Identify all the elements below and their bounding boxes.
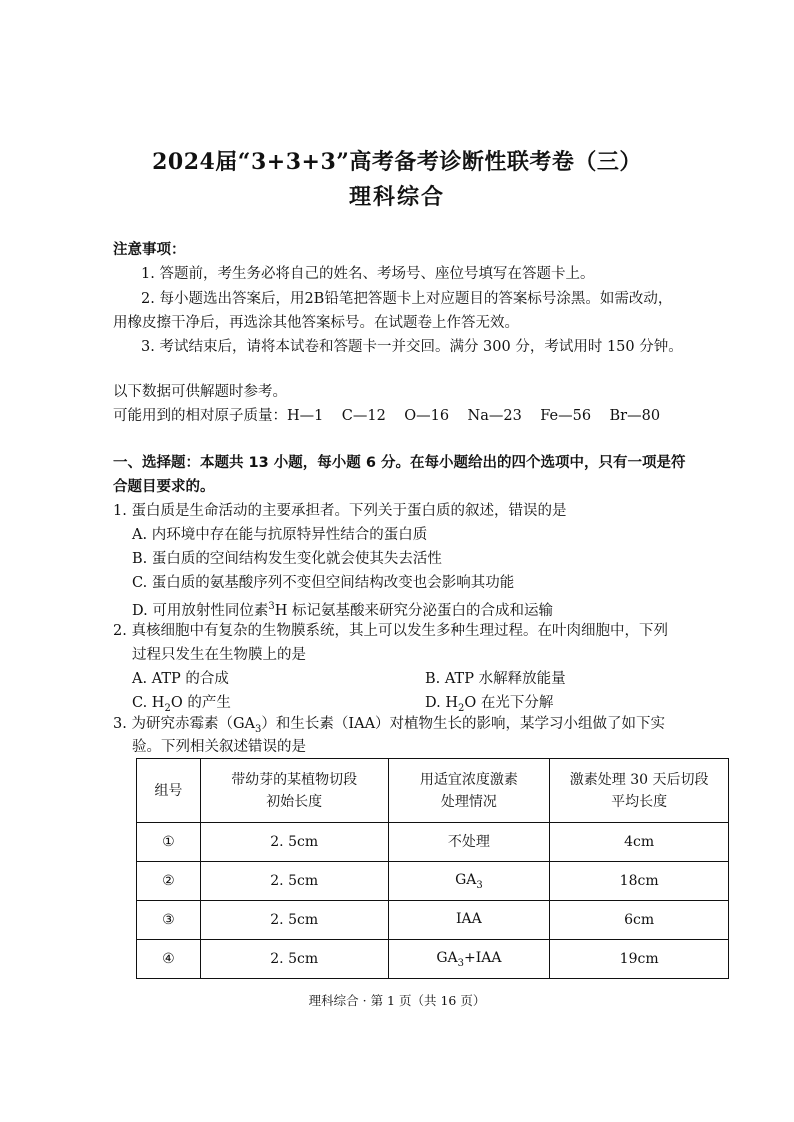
treatment: $GA_3+IAA$ <box>388 940 550 979</box>
question-1-option-b: B. 蛋白质的空间结构发生变化就会使其失去活性 <box>132 551 442 567</box>
average-length: 6cm <box>550 901 729 940</box>
notice-heading: 注意事项： <box>113 242 186 258</box>
table-header-row <box>137 759 729 823</box>
question-2-option-b: B. ATP 水解释放能量 <box>425 671 566 687</box>
header-treatment: 用适宜浓度激素 处理情况 <box>388 759 550 823</box>
notice-item-1: 1. 答题前，考生务必将自己的姓名、考场号、座位号填写在答题卡上。 <box>141 266 595 282</box>
average-length: 18cm <box>550 862 729 901</box>
group-number: ① <box>137 823 201 862</box>
table-row <box>137 862 729 901</box>
question-2-option-c: C. $H_2O$ 的产生 <box>132 695 231 714</box>
reference-line-1: 以下数据可供解题时参考。 <box>113 384 287 400</box>
notice-item-3: 3. 考试结束后，请将本试卷和答题卡一并交回。满分 300 分，考试用时 150 分钟。 <box>141 339 683 355</box>
header-initial-length: 带幼芽的某植物切段 初始长度 <box>200 759 388 823</box>
section-1-heading-line-2: 合题目要求的。 <box>113 479 215 495</box>
question-1-option-d: D. 可用放射性同位素$^3$H 标记氨基酸来研究分泌蛋白的合成和运输 <box>132 601 553 619</box>
initial-length: 2. 5cm <box>200 901 388 940</box>
initial-length: 2. 5cm <box>200 823 388 862</box>
header-group-number: 组号 <box>137 759 201 823</box>
table-row <box>137 823 729 862</box>
table-row <box>137 940 729 979</box>
initial-length: 2. 5cm <box>200 940 388 979</box>
notice-item-2-line-1: 2. 每小题选出答案后，用2B铅笔把答题卡上对应题目的答案标号涂黑。如需改动， <box>141 291 673 307</box>
group-number: ③ <box>137 901 201 940</box>
group-number: ④ <box>137 940 201 979</box>
question-2-option-a: A. ATP 的合成 <box>132 671 229 687</box>
question-2-stem-line-1: 2. 真核细胞中有复杂的生物膜系统，其上可以发生多种生理过程。在叶肉细胞中，下列 <box>113 623 668 639</box>
header-average-length: 激素处理 30 天后切段 平均长度 <box>550 759 729 823</box>
average-length: 19cm <box>550 940 729 979</box>
exam-title: 2024届“3+3+3”高考备考诊断性联考卷（三） <box>152 149 642 175</box>
treatment: 不处理 <box>388 823 550 862</box>
treatment: $GA_3$ <box>388 862 550 901</box>
experiment-table <box>136 758 729 979</box>
question-2-stem-line-2: 过程只发生在生物膜上的是 <box>132 647 306 663</box>
treatment: IAA <box>388 901 550 940</box>
exam-subtitle: 理科综合 <box>348 184 445 210</box>
question-3-stem-line-1: 3. 为研究赤霉素$(GA_3)$和生长素（IAA）对植物生长的影响，某学习小组做了如下实 <box>113 716 666 735</box>
question-1-option-a: A. 内环境中存在能与抗原特异性结合的蛋白质 <box>132 527 428 543</box>
question-3-stem-line-2: 验。下列相关叙述错误的是 <box>132 739 306 755</box>
page-footer: 理科综合 · 第 1 页（共 16 页） <box>308 993 486 1008</box>
atomic-mass-line: 可能用到的相对原子质量：H—1 C—12 O—16 Na—23 Fe—56 Br—80 <box>113 408 661 424</box>
notice-item-2-line-2: 用橡皮擦干净后，再选涂其他答案标号。在试题卷上作答无效。 <box>113 315 519 331</box>
question-2-option-d: D. $H_2O$ 在光下分解 <box>425 695 554 714</box>
question-1-stem: 1. 蛋白质是生命活动的主要承担者。下列关于蛋白质的叙述，错误的是 <box>113 503 567 519</box>
group-number: ② <box>137 862 201 901</box>
initial-length: 2. 5cm <box>200 862 388 901</box>
table-row <box>137 901 729 940</box>
section-1-heading-line-1: 一、选择题：本题共 13 小题，每小题 6 分。在每小题给出的四个选项中，只有一项是符 <box>113 455 686 471</box>
question-1-option-c: C. 蛋白质的氨基酸序列不变但空间结构改变也会影响其功能 <box>132 575 515 591</box>
average-length: 4cm <box>550 823 729 862</box>
